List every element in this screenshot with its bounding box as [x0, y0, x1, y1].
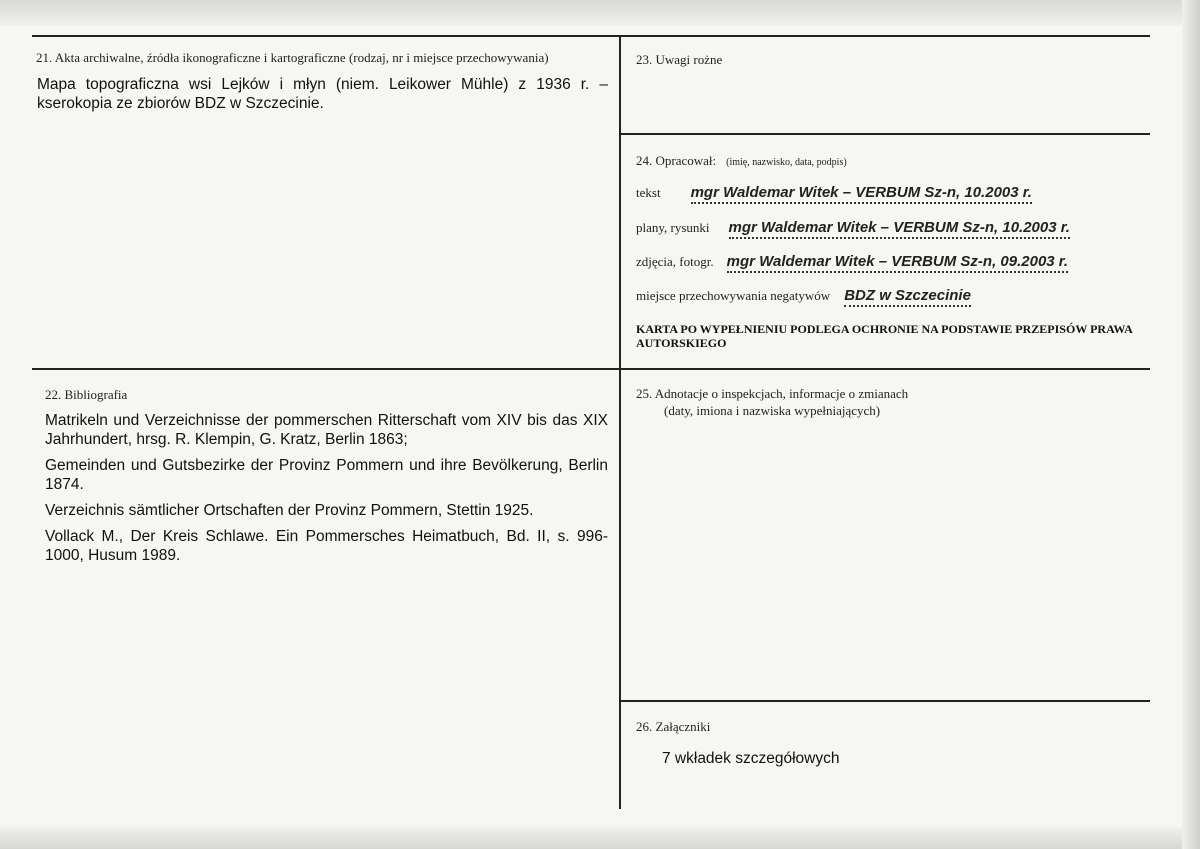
section-25: [636, 386, 1136, 419]
signature-label: zdjęcia, fotogr.: [636, 254, 714, 269]
bibliography-item: Matrikeln und Verzeichnisse der pommerschen Ritterschaft vom XIV bis das XIX Jahrhundert, hrsg. R. Klempin, G. Kratz, Berlin 1863;: [45, 412, 608, 448]
section-26-text: 7 wkładek szczegółowych: [662, 750, 840, 767]
copyright-notice: KARTA PO WYPEŁNIENIU PODLEGA OCHRONIE NA PODSTAWIE PRZEPISÓW PRAWA AUTORSKIEGO: [636, 322, 1133, 350]
section-21-text: Mapa topograficzna wsi Lejków i młyn (niem. Leikower Mühle) z 1936 r. – kserokopia ze zbiorów BDZ w Szczecinie.: [37, 76, 608, 112]
signature-row-photos: [636, 253, 1068, 273]
column-divider: [619, 35, 621, 809]
divider-25-26: [620, 700, 1150, 702]
section-21-heading: 21. Akta archiwalne, źródła ikonograficzne i kartograficzne (rodzaj, nr i miejsce przechowywania): [36, 50, 549, 65]
section-24-subheading: (imię, nazwisko, data, podpis): [726, 157, 847, 168]
signature-value: mgr Waldemar Witek – VERBUM Sz-n, 09.2003 r.: [727, 253, 1068, 273]
bibliography-item: Gemeinden und Gutsbezirke der Provinz Pommern und ihre Bevölkerung, Berlin 1874.: [45, 457, 608, 493]
section-21: [34, 50, 608, 113]
signature-label: tekst: [636, 185, 661, 200]
section-23: [636, 52, 1136, 68]
signature-row-negatives: [636, 287, 971, 307]
section-24-heading: 24. Opracował:: [636, 153, 717, 168]
signature-row-plans: [636, 219, 1070, 239]
page-top-edge: [0, 0, 1200, 26]
signature-row-text: [636, 184, 1032, 204]
bibliography-item: Vollack M., Der Kreis Schlawe. Ein Pommersches Heimatbuch, Bd. II, s. 996-1000, Husum 1989.: [45, 528, 608, 564]
signature-value: mgr Waldemar Witek – VERBUM Sz-n, 10.2003 r.: [729, 219, 1070, 239]
signature-value: BDZ w Szczecinie: [844, 287, 971, 307]
bibliography-list: [34, 411, 608, 565]
section-25-subheading: (daty, imiona i nazwiska wypełniających): [664, 403, 881, 418]
signature-value: mgr Waldemar Witek – VERBUM Sz-n, 10.2003 r.: [691, 184, 1032, 204]
form-top-border: [32, 35, 1150, 37]
page-right-edge: [1182, 0, 1200, 849]
signature-label: plany, rysunki: [636, 220, 710, 235]
section-23-heading: 23. Uwagi rożne: [636, 52, 723, 67]
section-22-heading: 22. Bibliografia: [45, 387, 128, 402]
section-24-heading-row: [636, 152, 847, 170]
section-26: [636, 719, 1136, 768]
bibliography-item: Verzeichnis sämtlicher Ortschaften der Provinz Pommern, Stettin 1925.: [45, 502, 534, 519]
section-25-heading: 25. Adnotacje o inspekcjach, informacje o zmianach: [636, 386, 909, 401]
signature-label: miejsce przechowywania negatywów: [636, 288, 831, 303]
page-bottom-edge: [0, 827, 1200, 849]
divider-middle: [32, 368, 1150, 370]
section-26-heading: 26. Załączniki: [636, 719, 711, 734]
divider-23-24: [620, 133, 1150, 135]
section-22: [34, 387, 608, 572]
